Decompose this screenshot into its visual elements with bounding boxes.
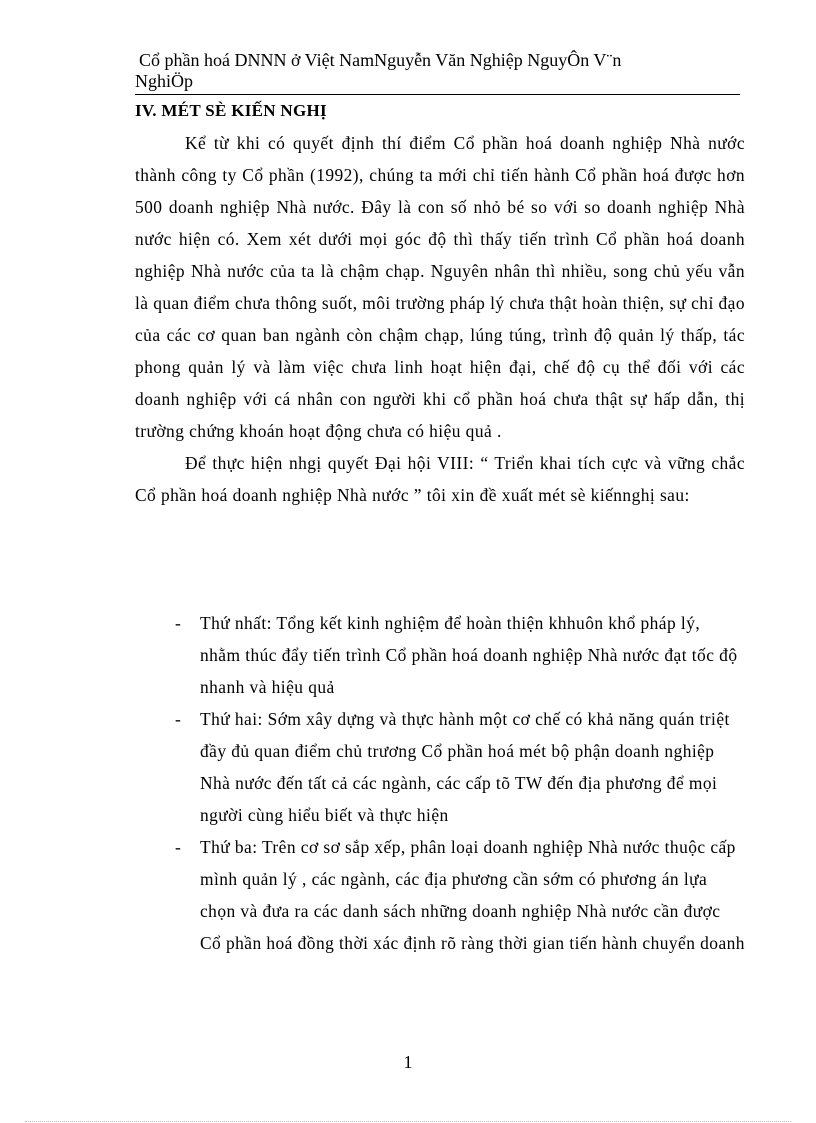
list-item — [135, 831, 745, 959]
list-bullet: - — [175, 613, 182, 633]
header-line-2: NghiÖp — [135, 71, 193, 91]
body-text — [135, 127, 745, 511]
page-header — [135, 50, 740, 95]
list-item — [135, 703, 745, 831]
page-bottom-divider — [25, 1121, 791, 1122]
list-item — [135, 607, 745, 703]
list-item-text: Thứ nhất: Tổng kết kinh nghiệm để hoàn thiện khhuôn khổ pháp lý, nhằm thúc đẩy tiến trình Cổ phần hoá doanh nghiệp Nhà nước đạt tốc độ nhanh và hiệu quả — [200, 613, 738, 697]
list-bullet: - — [175, 837, 182, 857]
section-title: IV. MÉT SÈ KIẾN NGHỊ — [135, 101, 327, 120]
paragraph-1: Kể từ khi có quyết định thí điểm Cổ phần hoá doanh nghiệp Nhà nước thành công ty Cổ phần (1992), chúng ta mới chỉ tiến hành Cổ phần hoá được hơn 500 doanh nghiệp Nhà nước. Đây là con số nhỏ bé so với so doanh nghiệp Nhà nước hiện có. Xem xét dưới mọi góc độ thì thấy tiến trình Cổ phần hoá doanh nghiệp Nhà nước của ta là chậm chạp. Nguyên nhân thì nhiều, song chủ yếu vẫn là quan điểm chưa thông suốt, môi trường pháp lý chưa thật hoàn thiện, sự chỉ đạo của các cơ quan ban ngành còn chậm chạp, lúng túng, trình độ quản lý thấp, tác phong quản lý và làm việc chưa linh hoạt hiện đại, chế độ cụ thể đối với các doanh nghiệp với cá nhân con người khi cổ phần hoá chưa thật sự hấp dẫn, thị trường chứng khoán hoạt động chưa có hiệu quả . — [135, 133, 745, 441]
list-bullet: - — [175, 709, 182, 729]
page-number: 1 — [403, 1052, 413, 1072]
header-line-1: Cổ phần hoá DNNN ở Việt NamNguyễn Văn Nghiệp NguyÔn V¨n — [139, 50, 622, 70]
list-item-text: Thứ ba: Trên cơ sơ sắp xếp, phân loại doanh nghiệp Nhà nước thuộc cấp mình quản lý , các ngành, các địa phương cần sớm có phương án lựa chọn và đưa ra các danh sách những doanh nghiệp Nhà nước cần được Cổ phần hoá đồng thời xác định rõ ràng thời gian tiến hành chuyển doanh — [200, 837, 745, 953]
recommendation-list — [135, 607, 745, 959]
paragraph-2: Để thực hiện nhgị quyết Đại hội VIII: “ Triển khai tích cực và vững chắc Cổ phần hoá doanh nghiệp Nhà nước ” tôi xin đề xuất mét sè kiếnnghị sau: — [135, 453, 745, 505]
list-item-text: Thứ hai: Sớm xây dựng và thực hành một cơ chế có khả năng quán triệt đầy đủ quan điểm chủ trương Cổ phần hoá mét bộ phận doanh nghiệp Nhà nước đến tất cả các ngành, các cấp tõ TW đến địa phương để mọi người cùng hiểu biết và thực hiện — [200, 709, 730, 825]
